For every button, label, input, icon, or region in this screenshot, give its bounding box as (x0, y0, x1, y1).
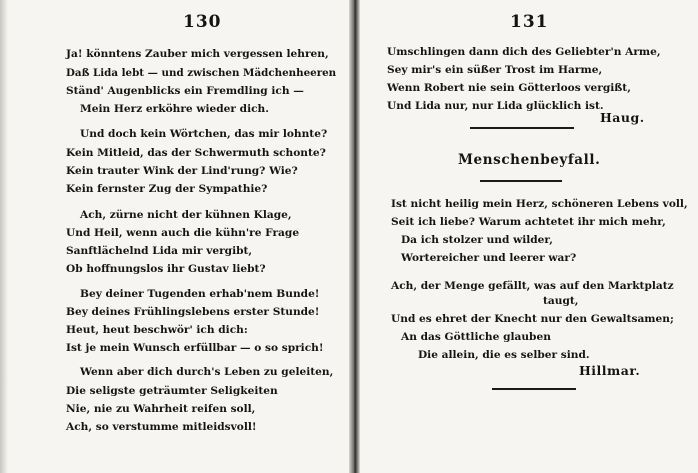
verse-line: Seit ich liebe? Warum achtetet ihr mich mehr, (391, 216, 666, 228)
verse-line: Ständ' Augenblicks ein Fremdling ich — (66, 85, 304, 97)
verse-line: Ach, so verstumme mitleidsvoll! (66, 421, 257, 433)
verse-line: Die allein, die es selber sind. (418, 349, 590, 361)
verse-line: Ach, zürne nicht der kühnen Klage, (80, 209, 292, 221)
verse-line: Ob hoffnungslos ihr Gustav liebt? (66, 263, 266, 275)
verse-line: Ach, der Menge gefällt, was auf den Marktplatz (391, 280, 674, 292)
author-signature: Haug. (600, 110, 645, 125)
verse-line: Nie, nie zu Wahrheit reifen soll, (66, 403, 256, 415)
verse-line: Wenn Robert nie sein Götterloos vergißt, (387, 82, 631, 94)
verse-line: Und doch kein Wörtchen, das mir lohnte? (80, 128, 328, 140)
verse-line: taugt, (543, 295, 579, 307)
verse-line: Ist je mein Wunsch erfüllbar — o so sprich! (66, 342, 324, 354)
verse-line: Bey deines Frühlingslebens erster Stunde! (66, 306, 320, 318)
verse-line: Ja! könntens Zauber mich vergessen lehren, (66, 48, 329, 60)
verse-line: An das Göttliche glauben (401, 331, 551, 343)
author-signature: Hillmar. (579, 363, 641, 378)
book-gutter (349, 0, 360, 473)
verse-line: Ist nicht heilig mein Herz, schöneren Lebens voll, (391, 198, 688, 210)
page-number: 131 (510, 12, 549, 32)
verse-line: Umschlingen dann dich des Geliebter'n Arme, (387, 46, 661, 58)
verse-line: Da ich stolzer und wilder, (401, 234, 553, 246)
poem-title: Menschenbeyfall. (458, 152, 601, 168)
verse-line: Und Lida nur, nur Lida glücklich ist. (387, 100, 604, 112)
page-number: 130 (183, 12, 222, 32)
verse-line: Sey mir's ein süßer Trost im Harme, (387, 64, 603, 76)
verse-line: Wenn aber dich durch's Leben zu geleiten, (80, 366, 334, 378)
verse-line: Mein Herz erköhre wieder dich. (80, 103, 269, 115)
verse-line: Kein Mitleid, das der Schwermuth schonte? (66, 147, 326, 159)
verse-line: Und Heil, wenn auch die kühn're Frage (66, 227, 300, 239)
divider-rule (470, 127, 574, 129)
verse-line: Wortereicher und leerer war? (401, 252, 577, 264)
verse-line: Heut, heut beschwör' ich dich: (66, 324, 248, 336)
verse-line: Kein trauter Wink der Lind'rung? Wie? (66, 165, 298, 177)
verse-line: Und es ehret der Knecht nur den Gewaltsamen; (391, 313, 674, 325)
right-page (360, 0, 698, 473)
verse-line: Daß Lida lebt — und zwischen Mädchenheeren (66, 67, 337, 79)
divider-rule (480, 180, 562, 182)
verse-line: Die seligste geträumter Seligkeiten (66, 385, 278, 397)
divider-rule (492, 388, 576, 390)
verse-line: Bey deiner Tugenden erhab'nem Bunde! (80, 288, 320, 300)
verse-line: Kein fernster Zug der Sympathie? (66, 183, 268, 195)
verse-line: Sanftlächelnd Lida mir vergibt, (66, 245, 253, 257)
